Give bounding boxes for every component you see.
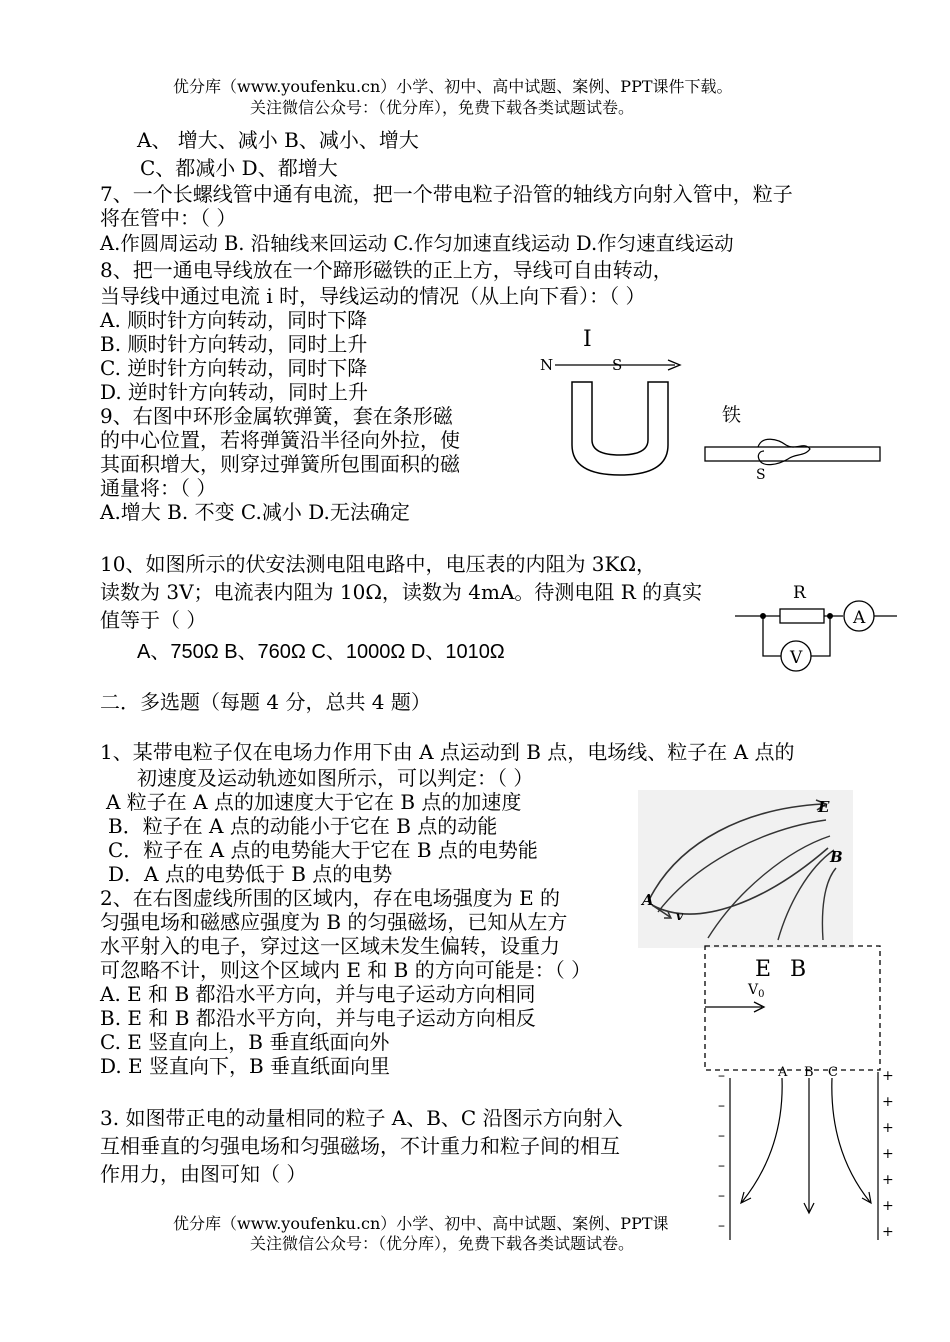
q8-stem-line-1: 8、把一通电导线放在一个蹄形磁铁的正上方，导线可自由转动， <box>100 258 673 282</box>
m1-option-d: D．A 点的电势低于 B 点的电势 <box>108 862 393 886</box>
current-label: I <box>583 327 592 352</box>
north-pole-label: N <box>540 356 554 374</box>
m2-line-1: 2、在右图虚线所围的区域内，存在电场强度为 E 的 <box>100 886 561 910</box>
m1-option-a: A 粒子在 A 点的加速度大于它在 B 点的加速度 <box>106 790 522 814</box>
q6-options-cd: C、都减小 D、都增大 <box>140 156 338 180</box>
q9-line-4: 通量将：（ ） <box>100 476 217 500</box>
label-C: C <box>828 1065 838 1080</box>
m3-line-3: 作用力，由图可知（ ） <box>100 1162 307 1186</box>
label-A: A <box>778 1065 788 1080</box>
q8-option-c: C. 逆时针方向转动，同时下降 <box>100 356 368 380</box>
q7-stem-line-1: 7、一个长螺线管中通有电流，把一个带电粒子沿管的轴线方向射入管中，粒子 <box>100 182 793 206</box>
q9-line-3: 其面积增大，则穿过弹簧所包围面积的磁 <box>100 452 460 476</box>
q8-option-d: D. 逆时针方向转动，同时上升 <box>100 380 369 404</box>
label-B: B <box>804 1065 814 1080</box>
m2-option-b: B. E 和 B 都沿水平方向，并与电子运动方向相反 <box>100 1006 536 1030</box>
q10-options: A、750Ω B、760Ω C、1000Ω D、1010Ω <box>137 641 505 663</box>
voltmeter-wire-left <box>763 616 781 656</box>
q9-line-2: 的中心位置，若将弹簧沿半径向外拉，使 <box>100 428 460 452</box>
footer-line-2: 关注微信公众号：（优分库），免费下载各类试题试卷。 <box>250 1234 635 1253</box>
resistor <box>780 609 824 623</box>
m2-option-c: C. E 竖直向上，B 垂直纸面向外 <box>100 1030 390 1054</box>
circuit-figure <box>735 578 900 673</box>
m3-line-1: 3. 如图带正电的动量相同的粒子 A、B、C 沿图示方向射入 <box>100 1106 623 1130</box>
plates-figure <box>710 1062 895 1244</box>
q8-option-b: B. 顺时针方向转动，同时上升 <box>100 332 368 356</box>
m1-option-c: C．粒子在 A 点的电势能大于它在 B 点的电势能 <box>108 838 538 862</box>
south-label: S <box>756 467 766 483</box>
minus-sign-3: – <box>718 1128 725 1144</box>
south-pole-label: S <box>612 356 623 374</box>
iron-label: 铁 <box>722 404 742 426</box>
q7-options: A.作圆周运动 B. 沿轴线来回运动 C.作匀加速直线运动 D.作匀速直线运动 <box>100 232 734 255</box>
m1-stem-line-1: 1、某带电粒子仅在电场力作用下由 A 点运动到 B 点，电场线、粒子在 A 点的 <box>100 740 795 764</box>
q9-options: A.增大 B. 不变 C.减小 D.无法确定 <box>100 500 410 524</box>
q6-options-ab: A、 增大、减小 B、减小、增大 <box>137 128 419 152</box>
m2-line-3: 水平射入的电子，穿过这一区域未发生偏转，设重力 <box>100 934 560 958</box>
horseshoe-magnet-figure <box>530 320 710 490</box>
q8-stem-line-2: 当导线中通过电流 i 时，导线运动的情况（从上向下看）：（ ） <box>100 284 646 308</box>
voltmeter-label: V <box>790 648 803 668</box>
m3-line-2: 互相垂直的匀强电场和匀强磁场，不计重力和粒子间的相互 <box>100 1134 620 1158</box>
bar-magnet <box>705 447 880 461</box>
minus-sign-5: – <box>718 1188 725 1204</box>
label-E: E <box>818 798 830 816</box>
plus-sign-7: + <box>882 1224 894 1240</box>
minus-sign-1: – <box>718 1068 725 1084</box>
label-A: A <box>642 891 654 909</box>
m1-stem-line-2: 初速度及运动轨迹如图所示，可以判定：（ ） <box>137 766 534 790</box>
m2-line-4: 可忽略不计，则这个区域内 E 和 B 的方向可能是：（ ） <box>100 958 592 982</box>
q8-option-a: A. 顺时针方向转动，同时下降 <box>100 308 368 332</box>
plus-sign-5: + <box>882 1172 894 1188</box>
header-line-2: 关注微信公众号：（优分库），免费下载各类试题试卷。 <box>250 98 635 117</box>
trajectory-C <box>832 1078 870 1202</box>
minus-sign-4: – <box>718 1158 725 1174</box>
q7-stem-line-2: 将在管中：（ ） <box>100 206 237 230</box>
field-region-figure <box>700 942 885 1074</box>
label-E: E <box>755 957 772 982</box>
m2-option-a: A. E 和 B 都沿水平方向，并与电子运动方向相同 <box>100 982 536 1006</box>
plus-sign-2: + <box>882 1094 894 1110</box>
horseshoe-magnet <box>572 382 668 475</box>
minus-sign-6: – <box>718 1218 725 1234</box>
plus-sign-1: + <box>882 1068 894 1084</box>
label-B: B <box>830 848 843 866</box>
footer-line-1: 优分库（www.youfenku.cn）小学、初中、高中试题、案例、PPT课 <box>173 1214 669 1233</box>
ammeter-label: A <box>853 608 866 628</box>
minus-sign-2: – <box>718 1098 725 1114</box>
q10-line-1: 10、如图所示的伏安法测电阻电路中，电压表的内阻为 3KΩ， <box>100 552 657 576</box>
plus-sign-3: + <box>882 1120 894 1136</box>
trajectory-A <box>742 1078 782 1202</box>
label-v0: $V_0$ <box>748 982 765 1000</box>
resistor-label: R <box>793 583 806 603</box>
bar-magnet-figure <box>700 395 890 490</box>
label-v: v <box>676 909 683 923</box>
header-line-1: 优分库（www.youfenku.cn）小学、初中、高中试题、案例、PPT课件下载。 <box>173 77 733 96</box>
m2-line-2: 匀强电场和磁感应强度为 B 的匀强磁场，已知从左方 <box>100 910 568 934</box>
label-B: B <box>790 957 807 982</box>
q10-line-3: 值等于（ ） <box>100 608 207 632</box>
m2-option-d: D. E 竖直向下，B 垂直纸面向里 <box>100 1054 391 1078</box>
field-lines-figure <box>638 790 853 948</box>
plus-sign-4: + <box>882 1146 894 1162</box>
plus-sign-6: + <box>882 1198 894 1214</box>
m1-option-b: B．粒子在 A 点的动能小于它在 B 点的动能 <box>108 814 498 838</box>
q10-line-2: 读数为 3V；电流表内阻为 10Ω，读数为 4mA。待测电阻 R 的真实 <box>100 580 703 604</box>
q9-line-1: 9、右图中环形金属软弹簧，套在条形磁 <box>100 404 453 428</box>
section-2-title: 二．多选题（每题 4 分，总共 4 题） <box>100 690 431 714</box>
